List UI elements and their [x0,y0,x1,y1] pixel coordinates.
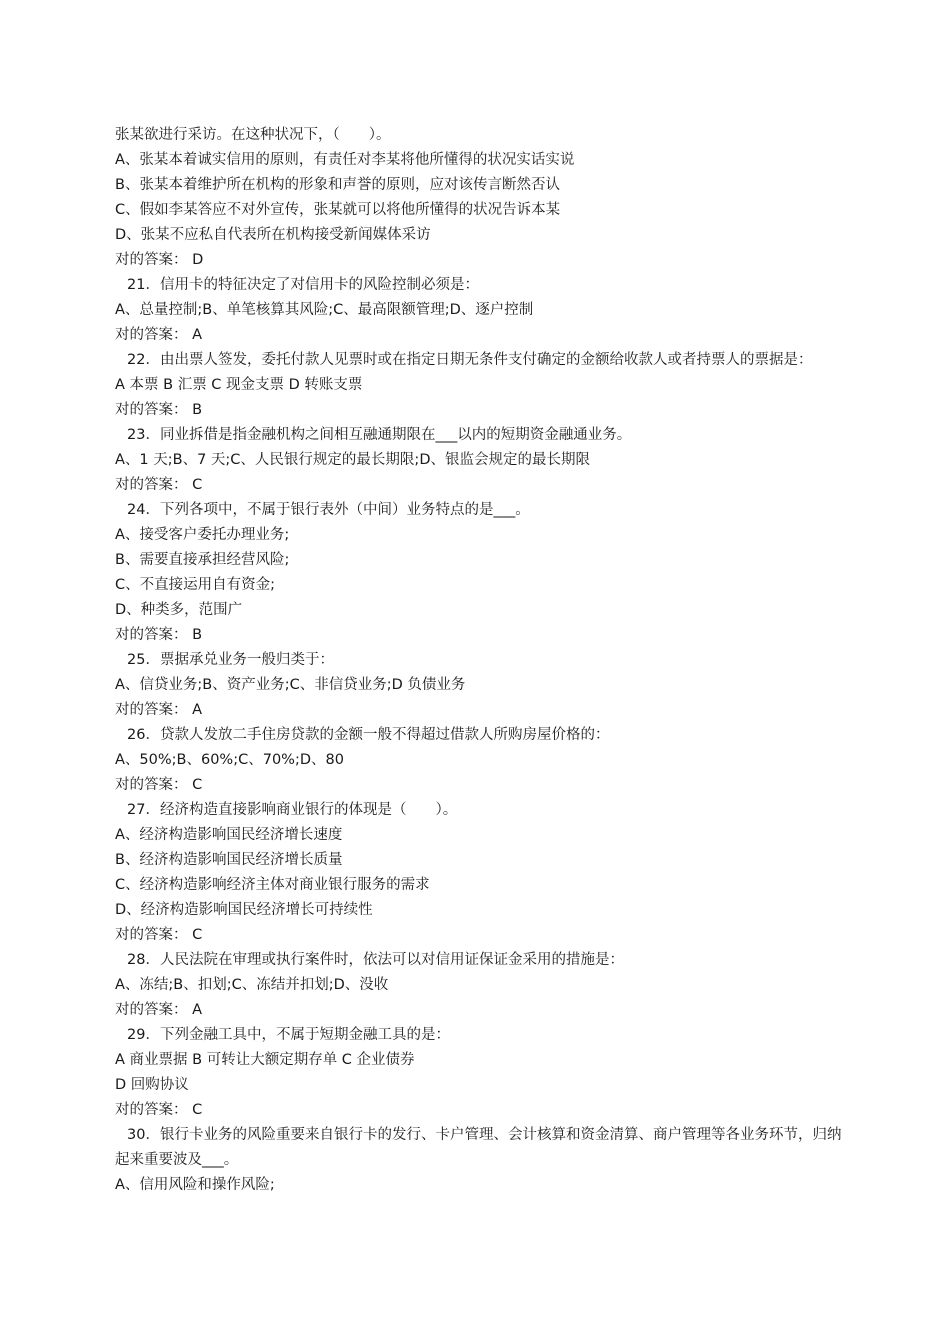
text-line: B、经济构造影响国民经济增长质量 [115,852,343,868]
question-line: 30．银行卡业务的风险重要来自银行卡的发行、卡户管理、会计核算和资金清算、商户管理等各业务环节，归纳起来重要波及___。 [115,1127,842,1168]
text-line: D 回购协议 [115,1077,189,1093]
text-line: B、张某本着维护所在机构的形象和声誉的原则，应对该传言断然否认 [115,177,560,193]
text-line: C、经济构造影响经济主体对商业银行服务的需求 [115,877,430,893]
text-line: 对的答案： D [115,252,204,268]
question-line: 22．由出票人签发，委托付款人见票时或在指定日期无条件支付确定的金额给收款人或者持票人的票据是： [127,352,813,368]
text-line: 对的答案： A [115,1002,203,1018]
question-line: 26．贷款人发放二手住房贷款的金额一般不得超过借款人所购房屋价格的： [127,727,610,743]
question-line: 29．下列金融工具中，不属于短期金融工具的是： [127,1027,450,1043]
question-line: 28．人民法院在审理或执行案件时，依法可以对信用证保证金采用的措施是： [127,952,624,968]
text-line: 对的答案： C [115,927,203,943]
question-line: 21．信用卡的特征决定了对信用卡的风险控制必须是： [127,277,479,293]
text-line: 对的答案： A [115,327,203,343]
text-line: 张某欲进行采访。在这种状况下，（ ）。 [115,127,391,143]
text-line: 对的答案： C [115,1102,203,1118]
document-body [115,123,845,1198]
question-line: 23．同业拆借是指金融机构之间相互融通期限在___以内的短期资金融通业务。 [127,427,632,443]
text-line: 对的答案： B [115,402,203,418]
text-line: D、经济构造影响国民经济增长可持续性 [115,902,373,918]
question-line: 25．票据承兑业务一般归类于： [127,652,334,668]
text-line: A、1 天;B、7 天;C、人民银行规定的最长期限;D、银监会规定的最长期限 [115,452,590,468]
text-line: A、冻结;B、扣划;C、冻结并扣划;D、没收 [115,977,389,993]
text-line: 对的答案： C [115,477,203,493]
text-line: A、经济构造影响国民经济增长速度 [115,827,343,843]
question-line: 27．经济构造直接影响商业银行的体现是（ ）。 [127,802,458,818]
text-line: A 商业票据 B 可转让大额定期存单 C 企业债券 [115,1052,415,1068]
text-line: 对的答案： B [115,627,203,643]
text-line: A、信用风险和操作风险; [115,1177,275,1193]
text-line: A、50%;B、60%;C、70%;D、80 [115,752,344,768]
text-line: A 本票 B 汇票 C 现金支票 D 转账支票 [115,377,363,393]
text-line: B、需要直接承担经营风险; [115,552,290,568]
text-line: 对的答案： C [115,777,203,793]
text-line: C、不直接运用自有资金; [115,577,276,593]
text-line: A、接受客户委托办理业务; [115,527,290,543]
text-line: D、张某不应私自代表所在机构接受新闻媒体采访 [115,227,431,243]
text-line: A、信贷业务;B、资产业务;C、非信贷业务;D 负债业务 [115,677,466,693]
text-line: A、总量控制;B、单笔核算其风险;C、最高限额管理;D、逐户控制 [115,302,534,318]
text-line: A、张某本着诚实信用的原则，有责任对李某将他所懂得的状况实话实说 [115,152,575,168]
text-line: C、假如李某答应不对外宣传，张某就可以将他所懂得的状况告诉本某 [115,202,561,218]
text-line: D、种类多，范围广 [115,602,243,618]
text-line: 对的答案： A [115,702,203,718]
question-line: 24．下列各项中，不属于银行表外（中间）业务特点的是___。 [127,502,530,518]
